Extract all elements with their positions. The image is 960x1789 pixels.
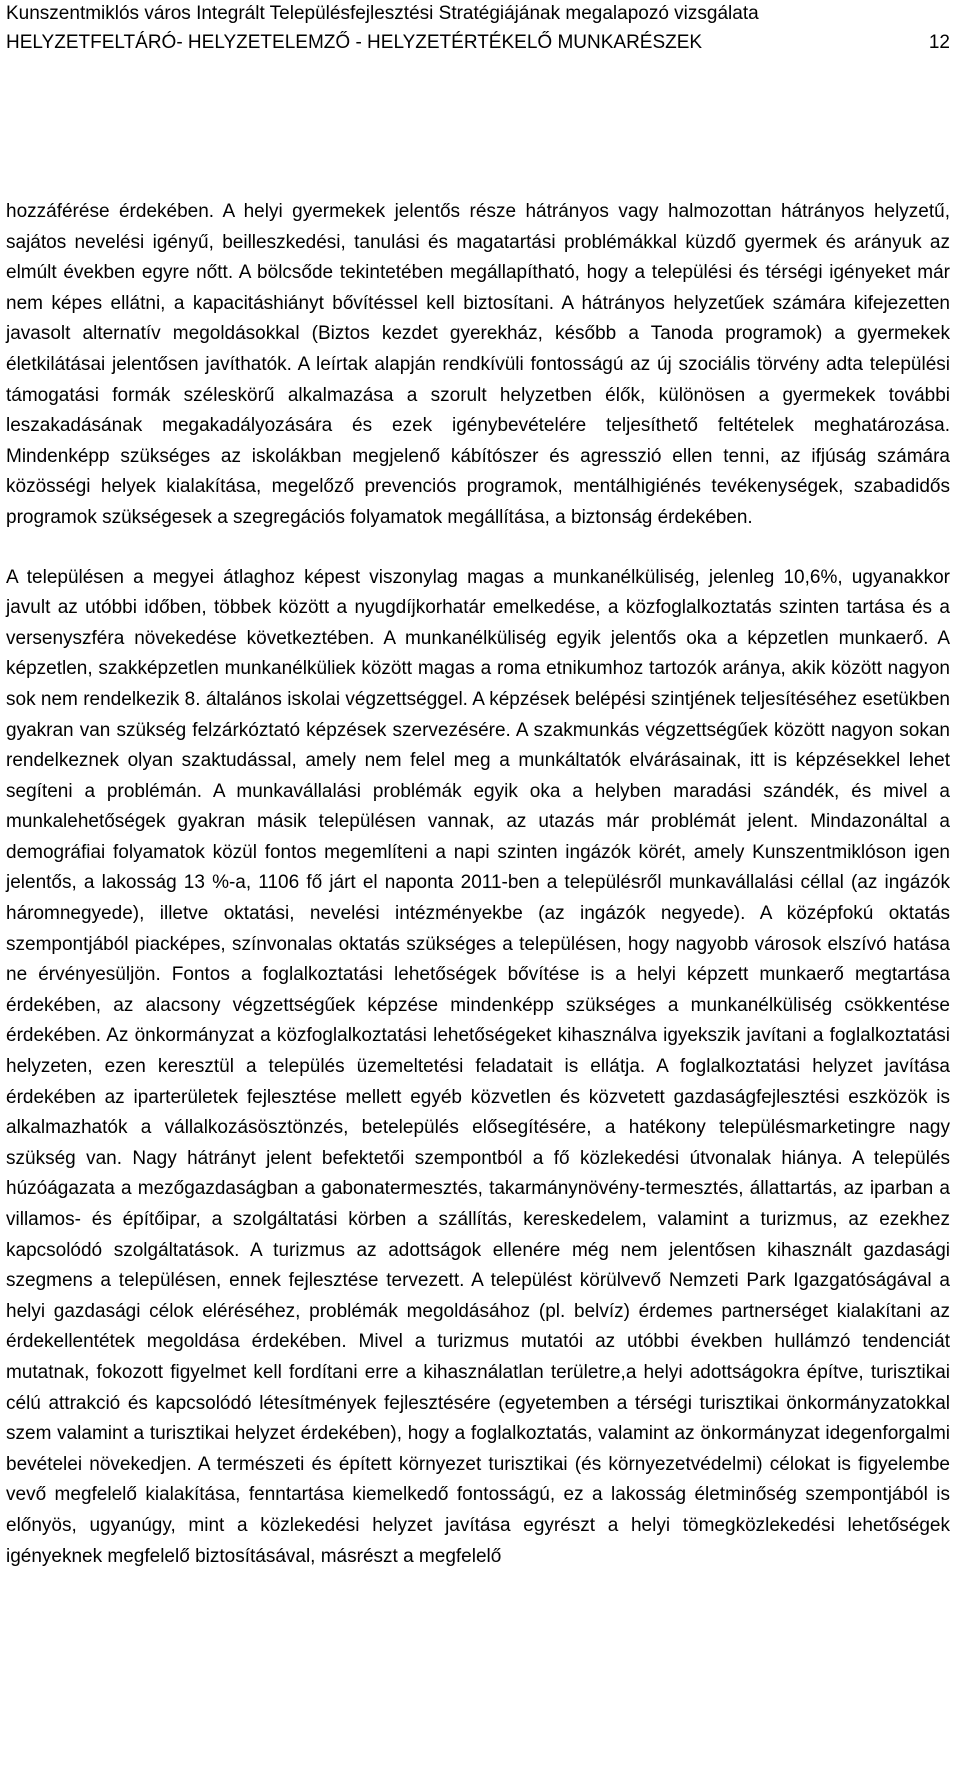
paragraph-2: A településen a megyei átlaghoz képest viszonylag magas a munkanélküliség, jelenleg 10,6%, ugyanakkor javult az utóbbi időben, többek között a nyugdíjkorhatár emelkedése, a közfoglalkoztatás szinten tartása és a versenyszféra növekedése következtében. A munkanélküliség egyik jelentős oka a képzetlen munkaerő. A képzetlen, szakképzetlen munkanélküliek között magas a roma etnikumhoz tartozók aránya, akik között nagyon sok nem rendelkezik 8. általános iskolai végzettséggel. A képzések belépési szintjének teljesítéséhez esetükben gyakran van szükség felzárkóztató képzések szervezésére. A szakmunkás végzettségűek között nagyon sokan rendelkeznek olyan szaktudással, amely nem felel meg a munkáltatók elvárásainak, itt is képzésekkel lehet segíteni a problémán. A munkavállalási problémák egyik oka a helyben maradási szándék, és mivel a munkalehetőségek gyakran másik településen vannak, az utazás már problémát jelent. Mindazonáltal a demográfiai folyamatok közül fontos megemlíteni a napi szinten ingázók körét, amely Kunszentmiklóson igen jelentős, a lakosság 13 %-a, 1106 fő járt el naponta 2011-ben a településről munkavállalási céllal (az ingázók háromnegyede), illetve oktatási, nevelési intézményekbe (az ingázók negyede). A középfokú oktatás szempontjából piacképes, színvonalas oktatás szükséges a településen, hogy nagyobb városok elszívó hatása ne érvényesüljön. Fontos a foglalkoztatási lehetőségek bővítése is a helyi képzett munkaerő megtartása érdekében, az alacsony végzettségűek képzése mindenképp szükséges a munkanélküliség csökkentése érdekében. Az önkormányzat a közfoglalkoztatási lehetőségeket kihasználva igyekszik javítani a foglalkoztatási helyzeten, ezen keresztül a település üzemeltetési feladatait is ellátja. A foglalkoztatási helyzet javítása érdekében az iparterületek fejlesztése mellett egyéb közvetlen és közvetett gazdaságfejlesztési eszközök is alkalmazhatók a vállalkozásösztönzés, betelepülés elősegítésére, a hatékony településmarketingre nagy szükség van. Nagy hátrányt jelent befektetői szempontból a fő közlekedési útvonalak hiánya. A település húzóágazata a mezőgazdaságban a gabonatermesztés, takarmánynövény-termesztés, állattartás, az iparban a villamos- és építőipar, a szolgáltatási körben a szállítás, kereskedelem, valamint a turizmus, az ezekhez kapcsolódó szolgáltatások. A turizmus az adottságok ellenére még nem jelentősen kihasznált gazdasági szegmens a településen, ennek fejlesztése tervezett. A települést körülvevő Nemzeti Park Igazgatóságával a helyi gazdasági célok eléréséhez, problémák megoldásához (pl. belvíz) érdemes partnerséget kialakítani az érdekellentétek megoldása érdekében. Mivel a turizmus mutatói az utóbbi években hullámzó tendenciát mutatnak, fokozott figyelmet kell fordítani erre a kihasználatlan területre,a helyi adottságokra építve, turisztikai célú attrakció és kapcsolódó létesítmények fejlesztésére (egyetemben a térségi turisztikai önkormányzatokkal szem valamint a turisztikai helyzet érdekében), hogy a foglalkoztatás, valamint az önkormányzat idegenforgalmi bevételei növekedjen. A természeti és épített környezet turisztikai (és környezetvédelmi) célokat is figyelembe vevő megfelelő kialakítása, fenntartása kiemelkedő fontosságú, ez a lakosság életminőség szempontjából is előnyös, ugyanúgy, mint a közlekedési helyzet javítása egyrészt a helyi tömegközlekedési lehetőségek igényeknek megfelelő biztosításával, másrészt a megfelelő	[6, 566, 950, 1567]
paragraph-1: hozzáférése érdekében. A helyi gyermekek jelentős része hátrányos vagy halmozottan hátrányos helyzetű, sajátos nevelési igényű, beilleszkedési, tanulási és magatartási problémákkal küzdő gyermek és arányuk az elmúlt években egyre nőtt. A bölcsőde tekintetében megállapítható, hogy a települési és térségi igényeket már nem képes ellátni, a kapacitáshiányt bővítéssel kell biztosítani. A hátrányos helyzetűek számára kifejezetten javasolt alternatív megoldásokkal (Biztos kezdet gyerekház, később a Tanoda programok) a gyermekek életkilátásai jelentősen javíthatók. A leírtak alapján rendkívüli fontosságú az új szociális törvény adta települési támogatási formák széleskörű alkalmazása a szorult helyzetben élők, különösen a gyermekek további leszakadásának megakadályozására és ezek igénybevételére teljesíthető feltételek meghatározása. Mindenképp szükséges az iskolákban megjelenő kábítószer és agresszió ellen tenni, az ifjúság számára közösségi helyek kialakítása, megelőző prevenciós programok, mentálhigiénés tevékenységek, szabadidős programok szükségesek a szegregációs folyamatok megállítása, a biztonság érdekében.	[6, 201, 950, 528]
section-title: HELYZETFELTÁRÓ- HELYZETELEMZŐ - HELYZETÉRTÉKELŐ MUNKARÉSZEK	[6, 32, 703, 53]
document-body	[6, 197, 950, 1572]
page-header	[6, 0, 950, 61]
section-heading-row	[6, 29, 950, 61]
page-number: 12	[928, 32, 950, 53]
document-title: Kunszentmiklós város Integrált Településfejlesztési Stratégiájának megalapozó vizsgálata	[6, 3, 759, 24]
